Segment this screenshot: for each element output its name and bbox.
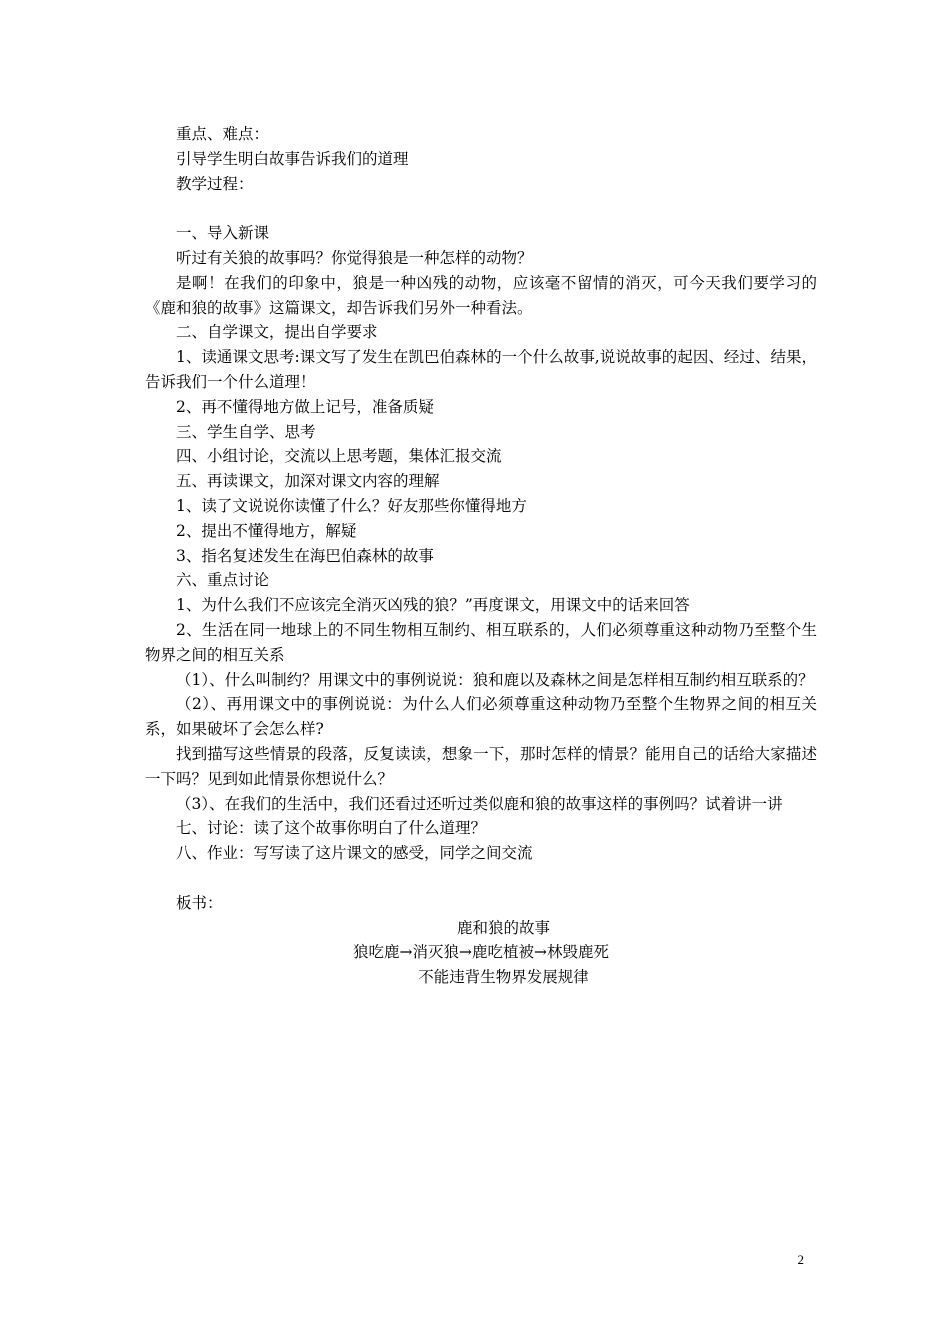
key-points-text: 引导学生明白故事告诉我们的道理 <box>176 149 409 168</box>
section-6-scene-prompt: 找到描写这些情景的段落，反复读读，想象一下，那时怎样的情景？能用自己的话给大家描述一下吗？见到如此情景你想说什么？ <box>145 744 817 788</box>
section-5-item-3: 3、指名复述发生在海巴伯森林的故事 <box>176 546 434 565</box>
section-6-item-1: 1、为什么我们不应该完全消灭凶残的狼？”再度课文，用课文中的话来回答 <box>176 596 690 615</box>
section-6-title: 六、重点讨论 <box>176 571 270 590</box>
section-6-item-2: 2、生活在同一地球上的不同生物相互制约、相互联系的，人们必须尊重这种动物乃至整个生物界之间的相互关系 <box>145 620 817 664</box>
blackboard-title: 鹿和狼的故事 <box>456 918 550 937</box>
section-5-title: 五、再读课文，加深对课文内容的理解 <box>176 472 440 491</box>
section-1-intro: 是啊！在我们的印象中，狼是一种凶残的动物，应该毫不留情的消灭，可今天我们要学习的《鹿和狼的故事》这篇课文，却告诉我们另外一种看法。 <box>145 273 817 317</box>
section-4-title: 四、小组讨论，交流以上思考题，集体汇报交流 <box>176 447 502 466</box>
blackboard-flow: 狼吃鹿→消灭狼→鹿吃植被→林毁鹿死 <box>353 943 609 962</box>
blackboard-law: 不能违背生物界发展规律 <box>418 968 589 987</box>
section-1-title: 一、导入新课 <box>176 224 270 243</box>
section-1-question: 听过有关狼的故事吗？你觉得狼是一种怎样的动物？ <box>176 248 533 267</box>
section-6-subitem-1: （1）、什么叫制约？用课文中的事例说说：狼和鹿以及森林之间是怎样相互制约相互联系的？ <box>176 670 814 689</box>
section-7-title: 七、讨论：读了这个故事你明白了什么道理？ <box>176 819 487 838</box>
key-points-label: 重点、难点： <box>176 125 270 143</box>
section-2-item-2: 2、再不懂得地方做上记号，准备质疑 <box>176 397 434 416</box>
section-5-item-2: 2、提出不懂得地方，解疑 <box>176 521 357 540</box>
section-2-item-1: 1、读通课文思考:课文写了发生在凯巴伯森林的一个什么故事,说说故事的起因、经过、结果，告诉我们一个什么道理！ <box>145 348 817 391</box>
section-6-subitem-2: （2）、再用课文中的事例说说：为什么人们必须尊重这种动物乃至整个生物界之间的相互关系，如果破坏了会怎么样? <box>145 695 817 739</box>
teaching-process-label: 教学过程： <box>176 174 254 193</box>
blank-line <box>145 196 817 221</box>
page-number: 2 <box>797 1252 804 1267</box>
section-3-title: 三、学生自学、思考 <box>176 422 316 441</box>
lesson-plan-body <box>145 122 817 990</box>
blackboard-label: 板书： <box>176 893 223 912</box>
section-5-item-1: 1、读了文说说你读懂了什么？好友那些你懂得地方 <box>176 496 527 515</box>
section-6-subitem-3: （3）、在我们的生活中，我们还看过还听过类似鹿和狼的故事这样的事例吗？试着讲一讲 <box>176 794 783 813</box>
section-8-title: 八、作业：写写读了这片课文的感受，同学之间交流 <box>176 844 533 863</box>
section-2-title: 二、自学课文，提出自学要求 <box>176 323 378 342</box>
blank-line <box>145 866 817 891</box>
